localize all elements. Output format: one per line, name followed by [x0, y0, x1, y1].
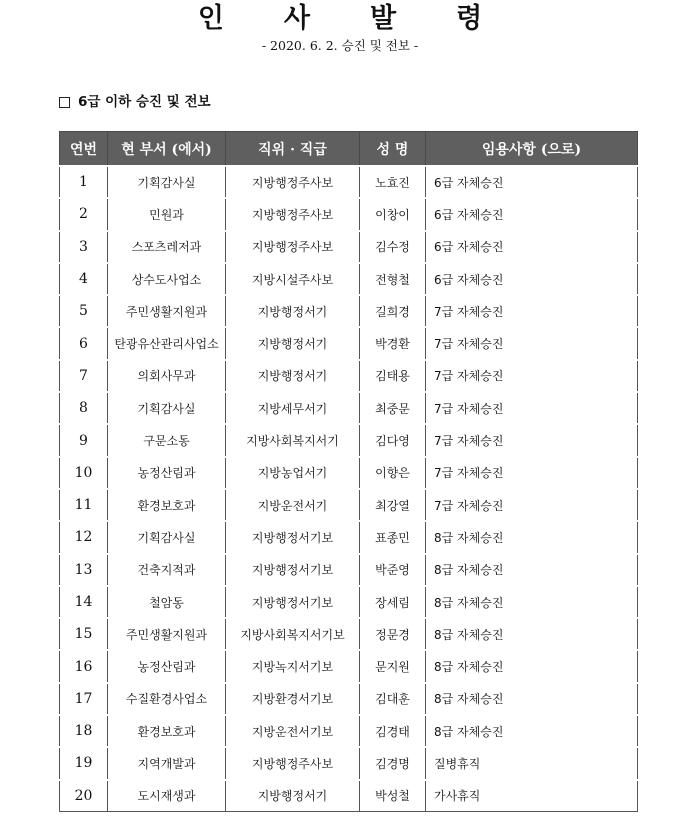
row-department: 환경보호과: [108, 489, 226, 521]
row-name: 표종민: [360, 521, 426, 553]
row-number: 5: [60, 295, 108, 327]
row-number: 10: [60, 457, 108, 489]
table-row: [60, 457, 638, 489]
row-grade: 지방행정서기보: [226, 586, 360, 618]
section-heading: [59, 93, 211, 111]
document-subtitle: - 2020. 6. 2. 승진 및 전보 -: [261, 38, 419, 53]
row-department: 기획감사실: [108, 166, 226, 198]
table-row: [60, 231, 638, 263]
title-char: 인: [197, 3, 224, 34]
table-row: [60, 489, 638, 521]
row-appointment: 7급 자체승진: [426, 424, 638, 456]
row-department: 상수도사업소: [108, 263, 226, 295]
row-grade: 지방행정주사보: [226, 231, 360, 263]
row-grade: 지방행정서기: [226, 780, 360, 812]
table-row: [60, 780, 638, 812]
column-header-department: 현 부서 (에서): [108, 132, 226, 167]
row-department: 민원과: [108, 198, 226, 230]
table-row: [60, 683, 638, 715]
row-number: 18: [60, 715, 108, 747]
document-title: [0, 2, 680, 36]
row-number: 12: [60, 521, 108, 553]
row-appointment: 7급 자체승진: [426, 327, 638, 359]
row-name: 최중문: [360, 392, 426, 424]
row-number: 2: [60, 198, 108, 230]
table-body: [60, 166, 638, 811]
table-row: [60, 650, 638, 682]
row-department: 주민생활지원과: [108, 295, 226, 327]
row-name: 김수정: [360, 231, 426, 263]
row-number: 3: [60, 231, 108, 263]
row-name: 박준영: [360, 554, 426, 586]
row-name: 김다영: [360, 424, 426, 456]
row-number: 4: [60, 263, 108, 295]
row-appointment: 가사휴직: [426, 780, 638, 812]
row-name: 김경태: [360, 715, 426, 747]
table-row: [60, 586, 638, 618]
row-appointment: 8급 자체승진: [426, 554, 638, 586]
row-grade: 지방사회복지서기보: [226, 618, 360, 650]
row-appointment: 8급 자체승진: [426, 618, 638, 650]
row-grade: 지방행정서기: [226, 327, 360, 359]
row-name: 김경명: [360, 747, 426, 779]
table-row: [60, 263, 638, 295]
row-number: 20: [60, 780, 108, 812]
row-grade: 지방운전서기보: [226, 715, 360, 747]
table-row: [60, 618, 638, 650]
row-appointment: 7급 자체승진: [426, 360, 638, 392]
row-appointment: 6급 자체승진: [426, 166, 638, 198]
row-grade: 지방행정서기보: [226, 521, 360, 553]
row-grade: 지방행정주사보: [226, 747, 360, 779]
table-row: [60, 327, 638, 359]
row-department: 농정산림과: [108, 650, 226, 682]
row-department: 구문소동: [108, 424, 226, 456]
row-grade: 지방환경서기보: [226, 683, 360, 715]
table-row: [60, 295, 638, 327]
row-number: 11: [60, 489, 108, 521]
row-grade: 지방시설주사보: [226, 263, 360, 295]
row-name: 이향은: [360, 457, 426, 489]
row-grade: 지방행정주사보: [226, 166, 360, 198]
row-appointment: 7급 자체승진: [426, 457, 638, 489]
personnel-table: [59, 131, 638, 812]
row-number: 15: [60, 618, 108, 650]
row-appointment: 7급 자체승진: [426, 489, 638, 521]
row-appointment: 6급 자체승진: [426, 198, 638, 230]
row-department: 스포츠레저과: [108, 231, 226, 263]
table-row: [60, 424, 638, 456]
table-row: [60, 198, 638, 230]
table-row: [60, 715, 638, 747]
table-row: [60, 521, 638, 553]
row-number: 7: [60, 360, 108, 392]
row-department: 도시재생과: [108, 780, 226, 812]
row-department: 건축지적과: [108, 554, 226, 586]
row-department: 주민생활지원과: [108, 618, 226, 650]
table-header-row: [60, 132, 638, 167]
row-grade: 지방사회복지서기: [226, 424, 360, 456]
table-row: [60, 554, 638, 586]
row-name: 김대훈: [360, 683, 426, 715]
column-header-number: 연번: [60, 132, 108, 167]
column-header-grade: 직위 · 직급: [226, 132, 360, 167]
row-name: 김태용: [360, 360, 426, 392]
row-grade: 지방행정주사보: [226, 198, 360, 230]
row-department: 기획감사실: [108, 392, 226, 424]
row-appointment: 7급 자체승진: [426, 295, 638, 327]
row-name: 노효진: [360, 166, 426, 198]
row-name: 길희경: [360, 295, 426, 327]
row-appointment: 7급 자체승진: [426, 392, 638, 424]
row-department: 기획감사실: [108, 521, 226, 553]
row-appointment: 6급 자체승진: [426, 231, 638, 263]
row-appointment: 8급 자체승진: [426, 521, 638, 553]
row-department: 지역개발과: [108, 747, 226, 779]
row-name: 전형철: [360, 263, 426, 295]
column-header-appointment: 임용사항 (으로): [426, 132, 638, 167]
title-char: 사: [283, 3, 310, 34]
row-number: 16: [60, 650, 108, 682]
row-grade: 지방행정서기: [226, 360, 360, 392]
row-grade: 지방행정서기보: [226, 554, 360, 586]
row-name: 박성철: [360, 780, 426, 812]
row-number: 17: [60, 683, 108, 715]
row-grade: 지방행정서기: [226, 295, 360, 327]
row-department: 철암동: [108, 586, 226, 618]
row-name: 최강열: [360, 489, 426, 521]
row-department: 탄광유산관리사업소: [108, 327, 226, 359]
row-number: 13: [60, 554, 108, 586]
row-name: 문지원: [360, 650, 426, 682]
row-department: 농정산림과: [108, 457, 226, 489]
row-department: 의회사무과: [108, 360, 226, 392]
row-number: 19: [60, 747, 108, 779]
table-row: [60, 747, 638, 779]
row-name: 정문경: [360, 618, 426, 650]
row-name: 이창이: [360, 198, 426, 230]
row-grade: 지방녹지서기보: [226, 650, 360, 682]
title-char: 령: [456, 3, 483, 34]
row-name: 장세림: [360, 586, 426, 618]
title-char: 발: [370, 3, 397, 34]
row-number: 14: [60, 586, 108, 618]
table-row: [60, 392, 638, 424]
row-number: 8: [60, 392, 108, 424]
row-number: 9: [60, 424, 108, 456]
row-number: 6: [60, 327, 108, 359]
row-grade: 지방운전서기: [226, 489, 360, 521]
row-grade: 지방세무서기: [226, 392, 360, 424]
row-appointment: 8급 자체승진: [426, 586, 638, 618]
row-grade: 지방농업서기: [226, 457, 360, 489]
table-row: [60, 360, 638, 392]
row-appointment: 8급 자체승진: [426, 715, 638, 747]
row-appointment: 질병휴직: [426, 747, 638, 779]
row-appointment: 8급 자체승진: [426, 683, 638, 715]
row-department: 환경보호과: [108, 715, 226, 747]
row-number: 1: [60, 166, 108, 198]
row-appointment: 6급 자체승진: [426, 263, 638, 295]
column-header-name: 성 명: [360, 132, 426, 167]
row-appointment: 8급 자체승진: [426, 650, 638, 682]
checkbox-square-icon: [59, 97, 70, 108]
section-heading-text: 6급 이하 승진 및 전보: [78, 94, 211, 110]
table-row: [60, 166, 638, 198]
row-department: 수질환경사업소: [108, 683, 226, 715]
row-name: 박경환: [360, 327, 426, 359]
